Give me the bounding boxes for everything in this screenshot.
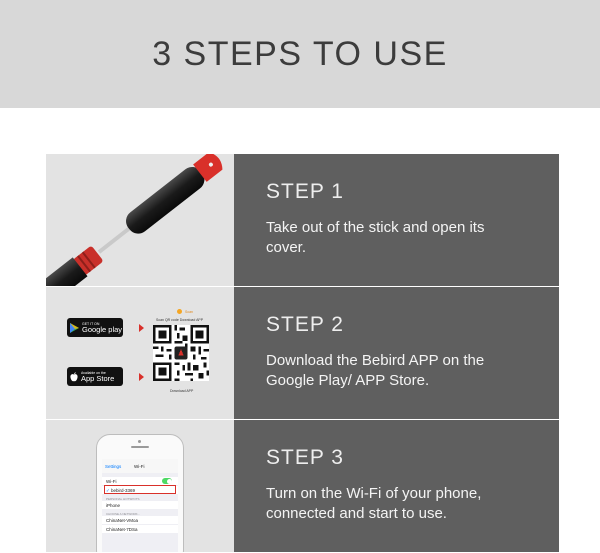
- otoscope-stick-illustration: [46, 154, 234, 286]
- app-store-badge: [67, 367, 123, 386]
- camera-icon: [138, 440, 141, 443]
- step-2-image: [46, 287, 234, 419]
- net2-row: [102, 525, 178, 533]
- step-row-3: [46, 420, 559, 552]
- net2-name: ChinaNet-7DSa: [106, 526, 138, 532]
- step-1-title: STEP 1: [266, 180, 344, 203]
- step-row-1: [46, 154, 559, 286]
- net1-name: ChinaNet-VMoa: [106, 517, 139, 523]
- wifi-label: Wi-Fi: [106, 478, 117, 484]
- step-3-description: Turn on the Wi-Fi of your phone, connected and start to use.: [266, 485, 482, 522]
- arrow-icon: [139, 373, 144, 381]
- step-2-text-panel: [234, 287, 559, 419]
- step-1-description: Take out of the stick and open its cover.: [266, 219, 485, 256]
- google-badge-big: Google play: [82, 324, 123, 334]
- google-play-badge: [67, 318, 123, 337]
- step-1-text-panel: [234, 154, 559, 286]
- step-2-description: Download the Bebird APP on the Google Play/ APP Store.: [266, 352, 485, 389]
- selected-network-highlight: [104, 485, 176, 494]
- net1-row: [102, 516, 178, 524]
- speaker-icon: [131, 446, 149, 448]
- header-band: [0, 0, 600, 108]
- hotspot-row: [102, 501, 178, 509]
- apple-badge-big: App Store: [81, 373, 115, 383]
- scan-label: Scan: [185, 310, 193, 314]
- step-1-image: [46, 154, 234, 286]
- wifi-toggle: [162, 478, 172, 484]
- phone-illustration: [96, 434, 184, 552]
- google-badge-small: GET IT ON: [82, 321, 100, 326]
- wifi-row: [102, 477, 178, 485]
- step-2-title: STEP 2: [266, 313, 344, 336]
- step-row-2: [46, 287, 559, 419]
- page-title: 3 STEPS TO USE: [152, 34, 448, 73]
- step-3-text-panel: [234, 420, 559, 552]
- back-link: Settings: [105, 464, 122, 469]
- check-icon: ✓: [106, 487, 110, 493]
- scan-dot-icon: [177, 309, 182, 314]
- step-3-title: STEP 3: [266, 446, 344, 469]
- apple-badge-small: Available on the: [81, 370, 106, 375]
- phone-screen: [102, 459, 178, 552]
- qr-code-icon: [153, 325, 209, 381]
- scan-caption: Scan QR code Download APP: [156, 318, 204, 322]
- choose-section: CHOOSE A NETWORK...: [106, 512, 141, 516]
- network-name: bebird-3369: [111, 487, 136, 493]
- step-3-image: [46, 420, 234, 552]
- arrow-icon: [139, 324, 144, 332]
- download-caption: Download APP: [170, 389, 194, 393]
- hotspot-name: iPhone: [106, 502, 121, 508]
- screen-title: Wi-Fi: [134, 464, 145, 469]
- hotspot-section: PERSONAL HOTSPOTS: [106, 497, 140, 501]
- apple-icon: [70, 372, 78, 382]
- google-play-icon: [70, 323, 79, 333]
